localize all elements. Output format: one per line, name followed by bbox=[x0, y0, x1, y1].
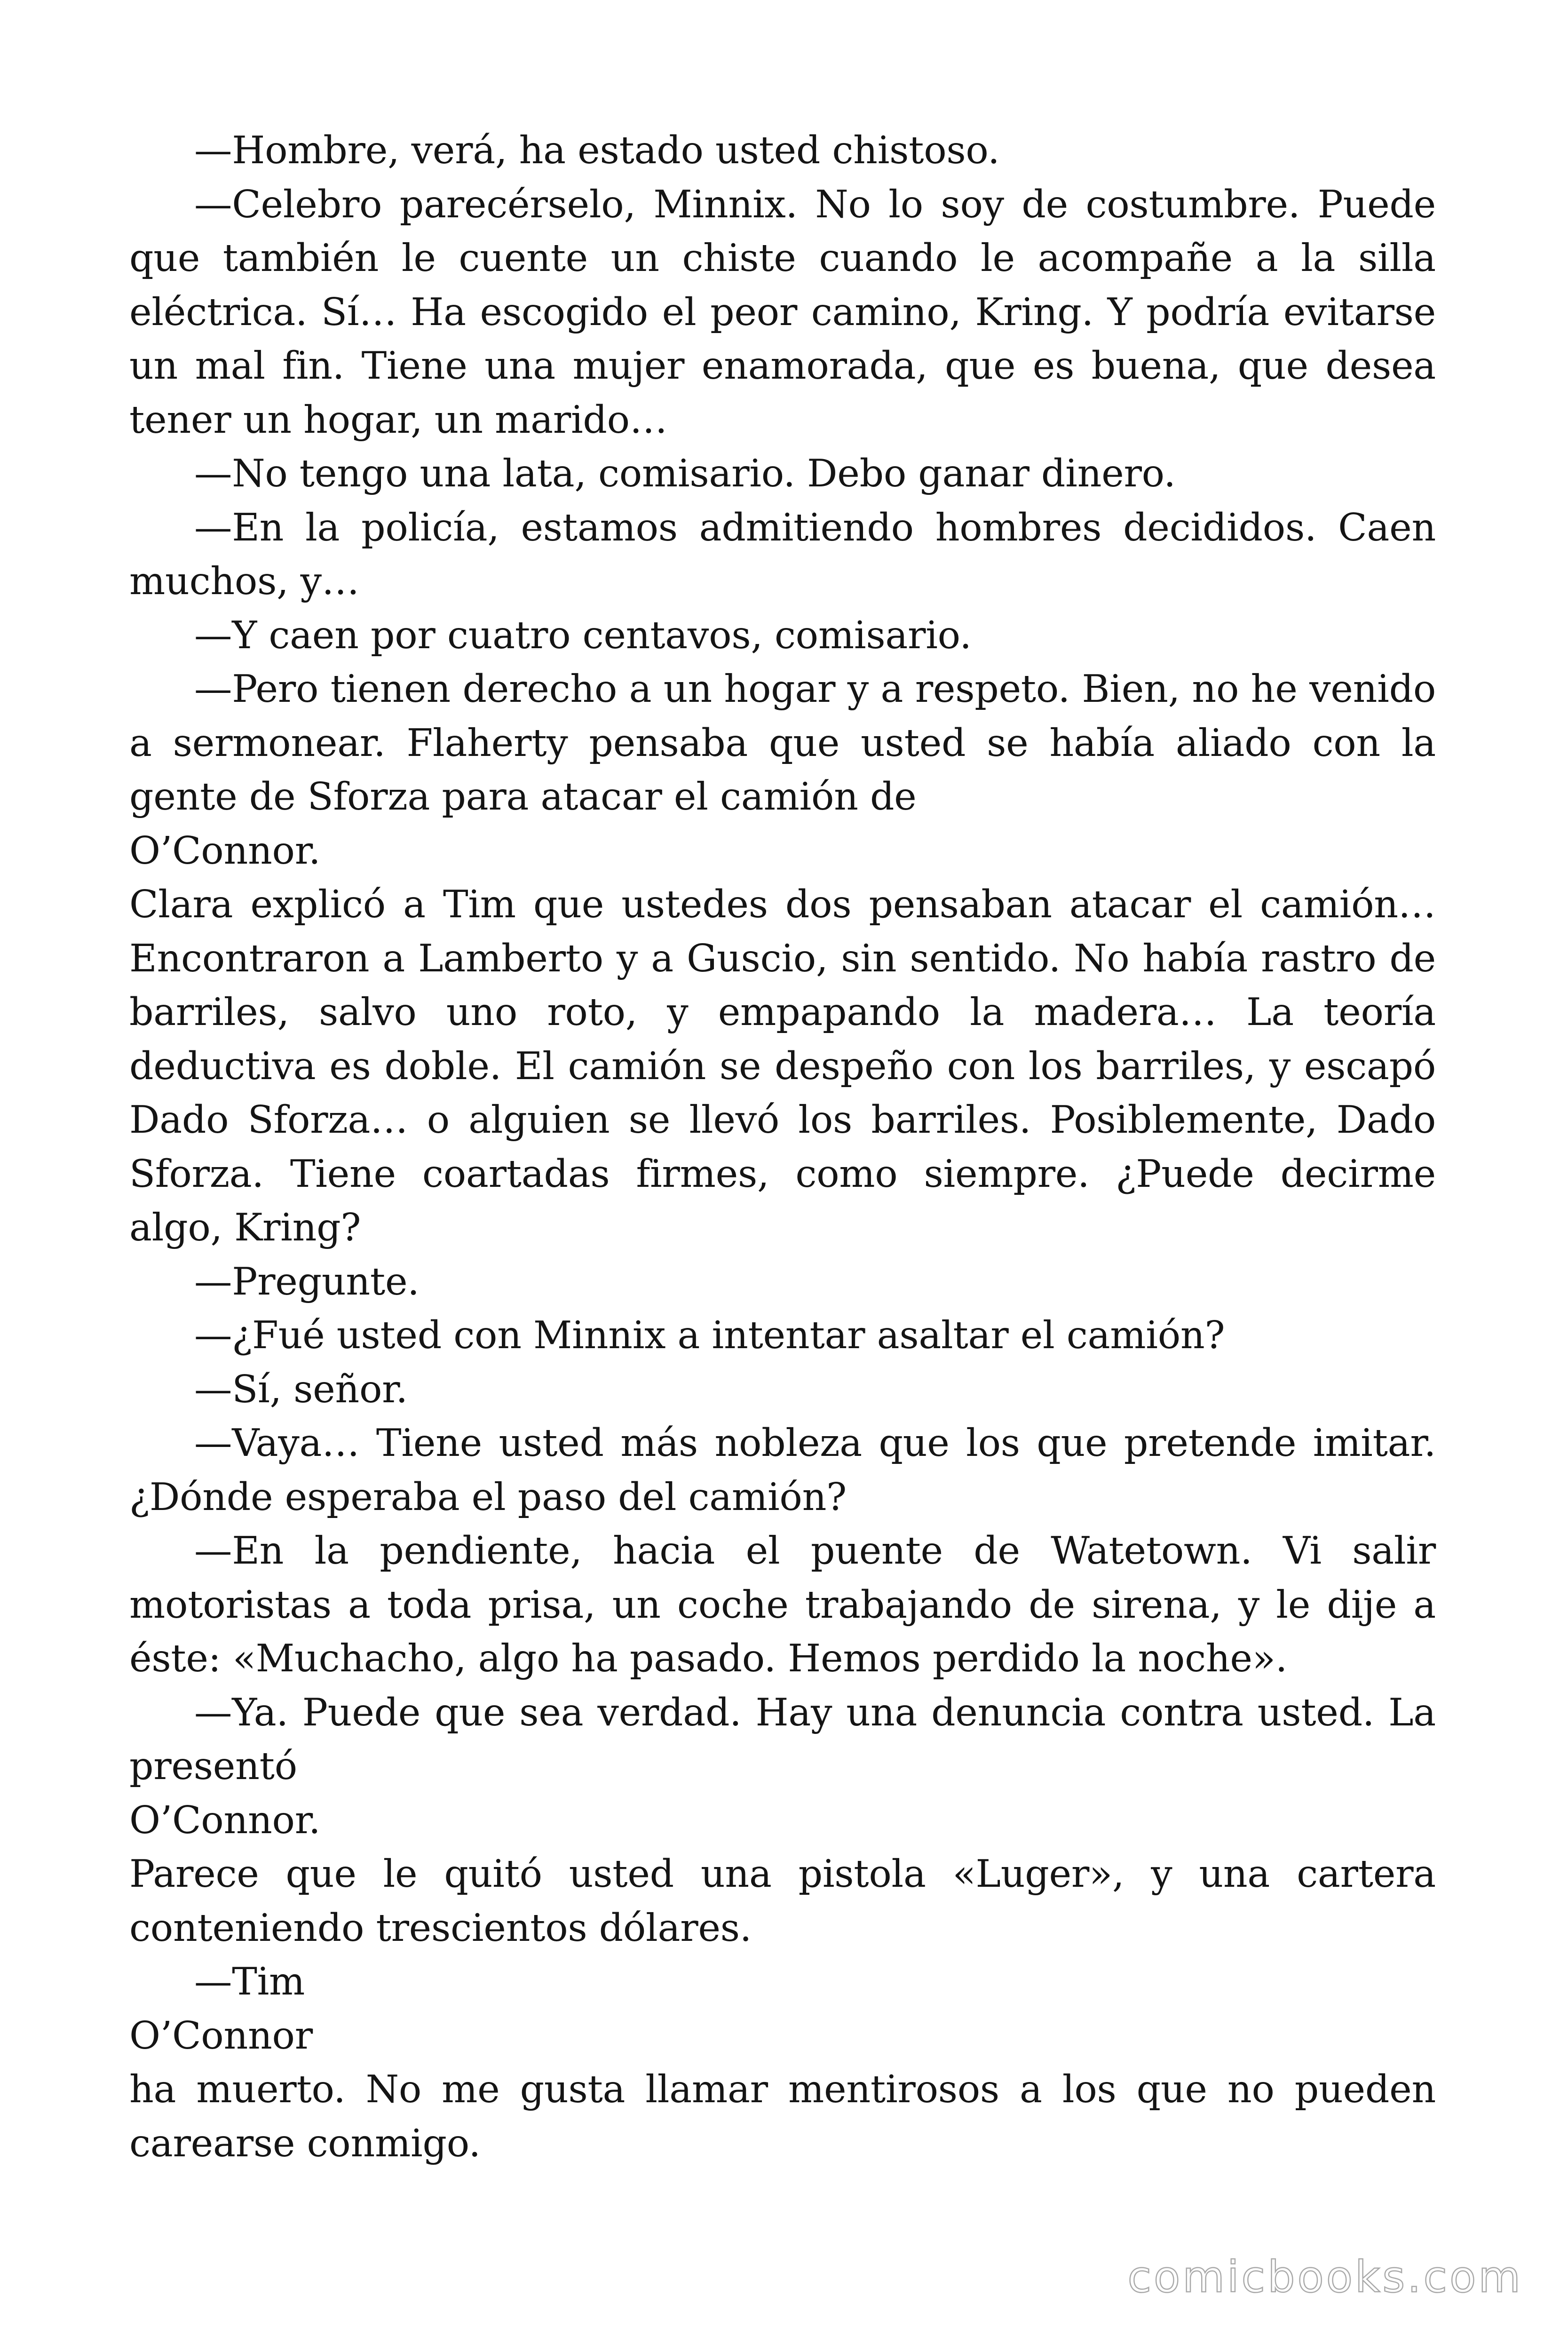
paragraph: —Y caen por cuatro centavos, comisario. bbox=[194, 612, 972, 657]
paragraph: Parece que le quitó usted una pistola «Luger», y una cartera conteniendo trescientos dólares. bbox=[129, 1851, 1436, 1950]
watermark: comicbooks.com bbox=[1127, 2252, 1523, 2302]
paragraph: —Sí, señor. bbox=[194, 1367, 408, 1411]
paragraph: —Pregunte. bbox=[194, 1259, 420, 1303]
paragraph: O’Connor. bbox=[129, 1797, 321, 1842]
paragraph: O’Connor. bbox=[129, 828, 321, 873]
paragraph: —Pero tienen derecho a un hogar y a respeto. Bien, no he venido a sermonear. Flaherty pensaba que usted se había aliado con la gente de Sforza para atacar el camión de bbox=[129, 667, 1436, 818]
paragraph: ha muerto. No me gusta llamar mentirosos a los que no pueden carearse conmigo. bbox=[129, 2067, 1436, 2165]
paragraph: —Vaya… Tiene usted más nobleza que los que pretende imitar. ¿Dónde esperaba el paso del camión? bbox=[129, 1421, 1436, 1519]
paragraph: —Celebro parecérselo, Minnix. No lo soy de costumbre. Puede que también le cuente un chiste cuando le acompañe a la silla eléctrica. Sí… Ha escogido el peor camino, Kring. Y podría evitarse un mal fin. Tiene una mujer enamorada, que es buena, que desea tener un hogar, un marido… bbox=[129, 182, 1436, 442]
page-body bbox=[129, 123, 1436, 2170]
paragraph: —¿Fué usted con Minnix a intentar asaltar el camión? bbox=[194, 1313, 1225, 1357]
paragraph: —Hombre, verá, ha estado usted chistoso. bbox=[194, 128, 1000, 172]
paragraph: —En la policía, estamos admitiendo hombres decididos. Caen muchos, y… bbox=[129, 505, 1436, 603]
paragraph: Clara explicó a Tim que ustedes dos pensaban atacar el camión… Encontraron a Lamberto y a Guscio, sin sentido. No había rastro de barriles, salvo uno roto, y empapando la madera… La teoría deductiva es doble. El camión se despeño con los barriles, y escapó Dado Sforza… o alguien se llevó los barriles. Posiblemente, Dado Sforza. Tiene coartadas firmes, como siempre. ¿Puede decirme algo, Kring? bbox=[129, 882, 1436, 1249]
paragraph: —Ya. Puede que sea verdad. Hay una denuncia contra usted. La presentó bbox=[129, 1690, 1436, 1788]
paragraph: —No tengo una lata, comisario. Debo ganar dinero. bbox=[194, 451, 1176, 495]
paragraph: O’Connor bbox=[129, 2013, 313, 2058]
paragraph: —En la pendiente, hacia el puente de Watetown. Vi salir motoristas a toda prisa, un coche trabajando de sirena, y le dije a éste: «Muchacho, algo ha pasado. Hemos perdido la noche». bbox=[129, 1528, 1436, 1680]
paragraph: —Tim bbox=[194, 1959, 305, 2003]
